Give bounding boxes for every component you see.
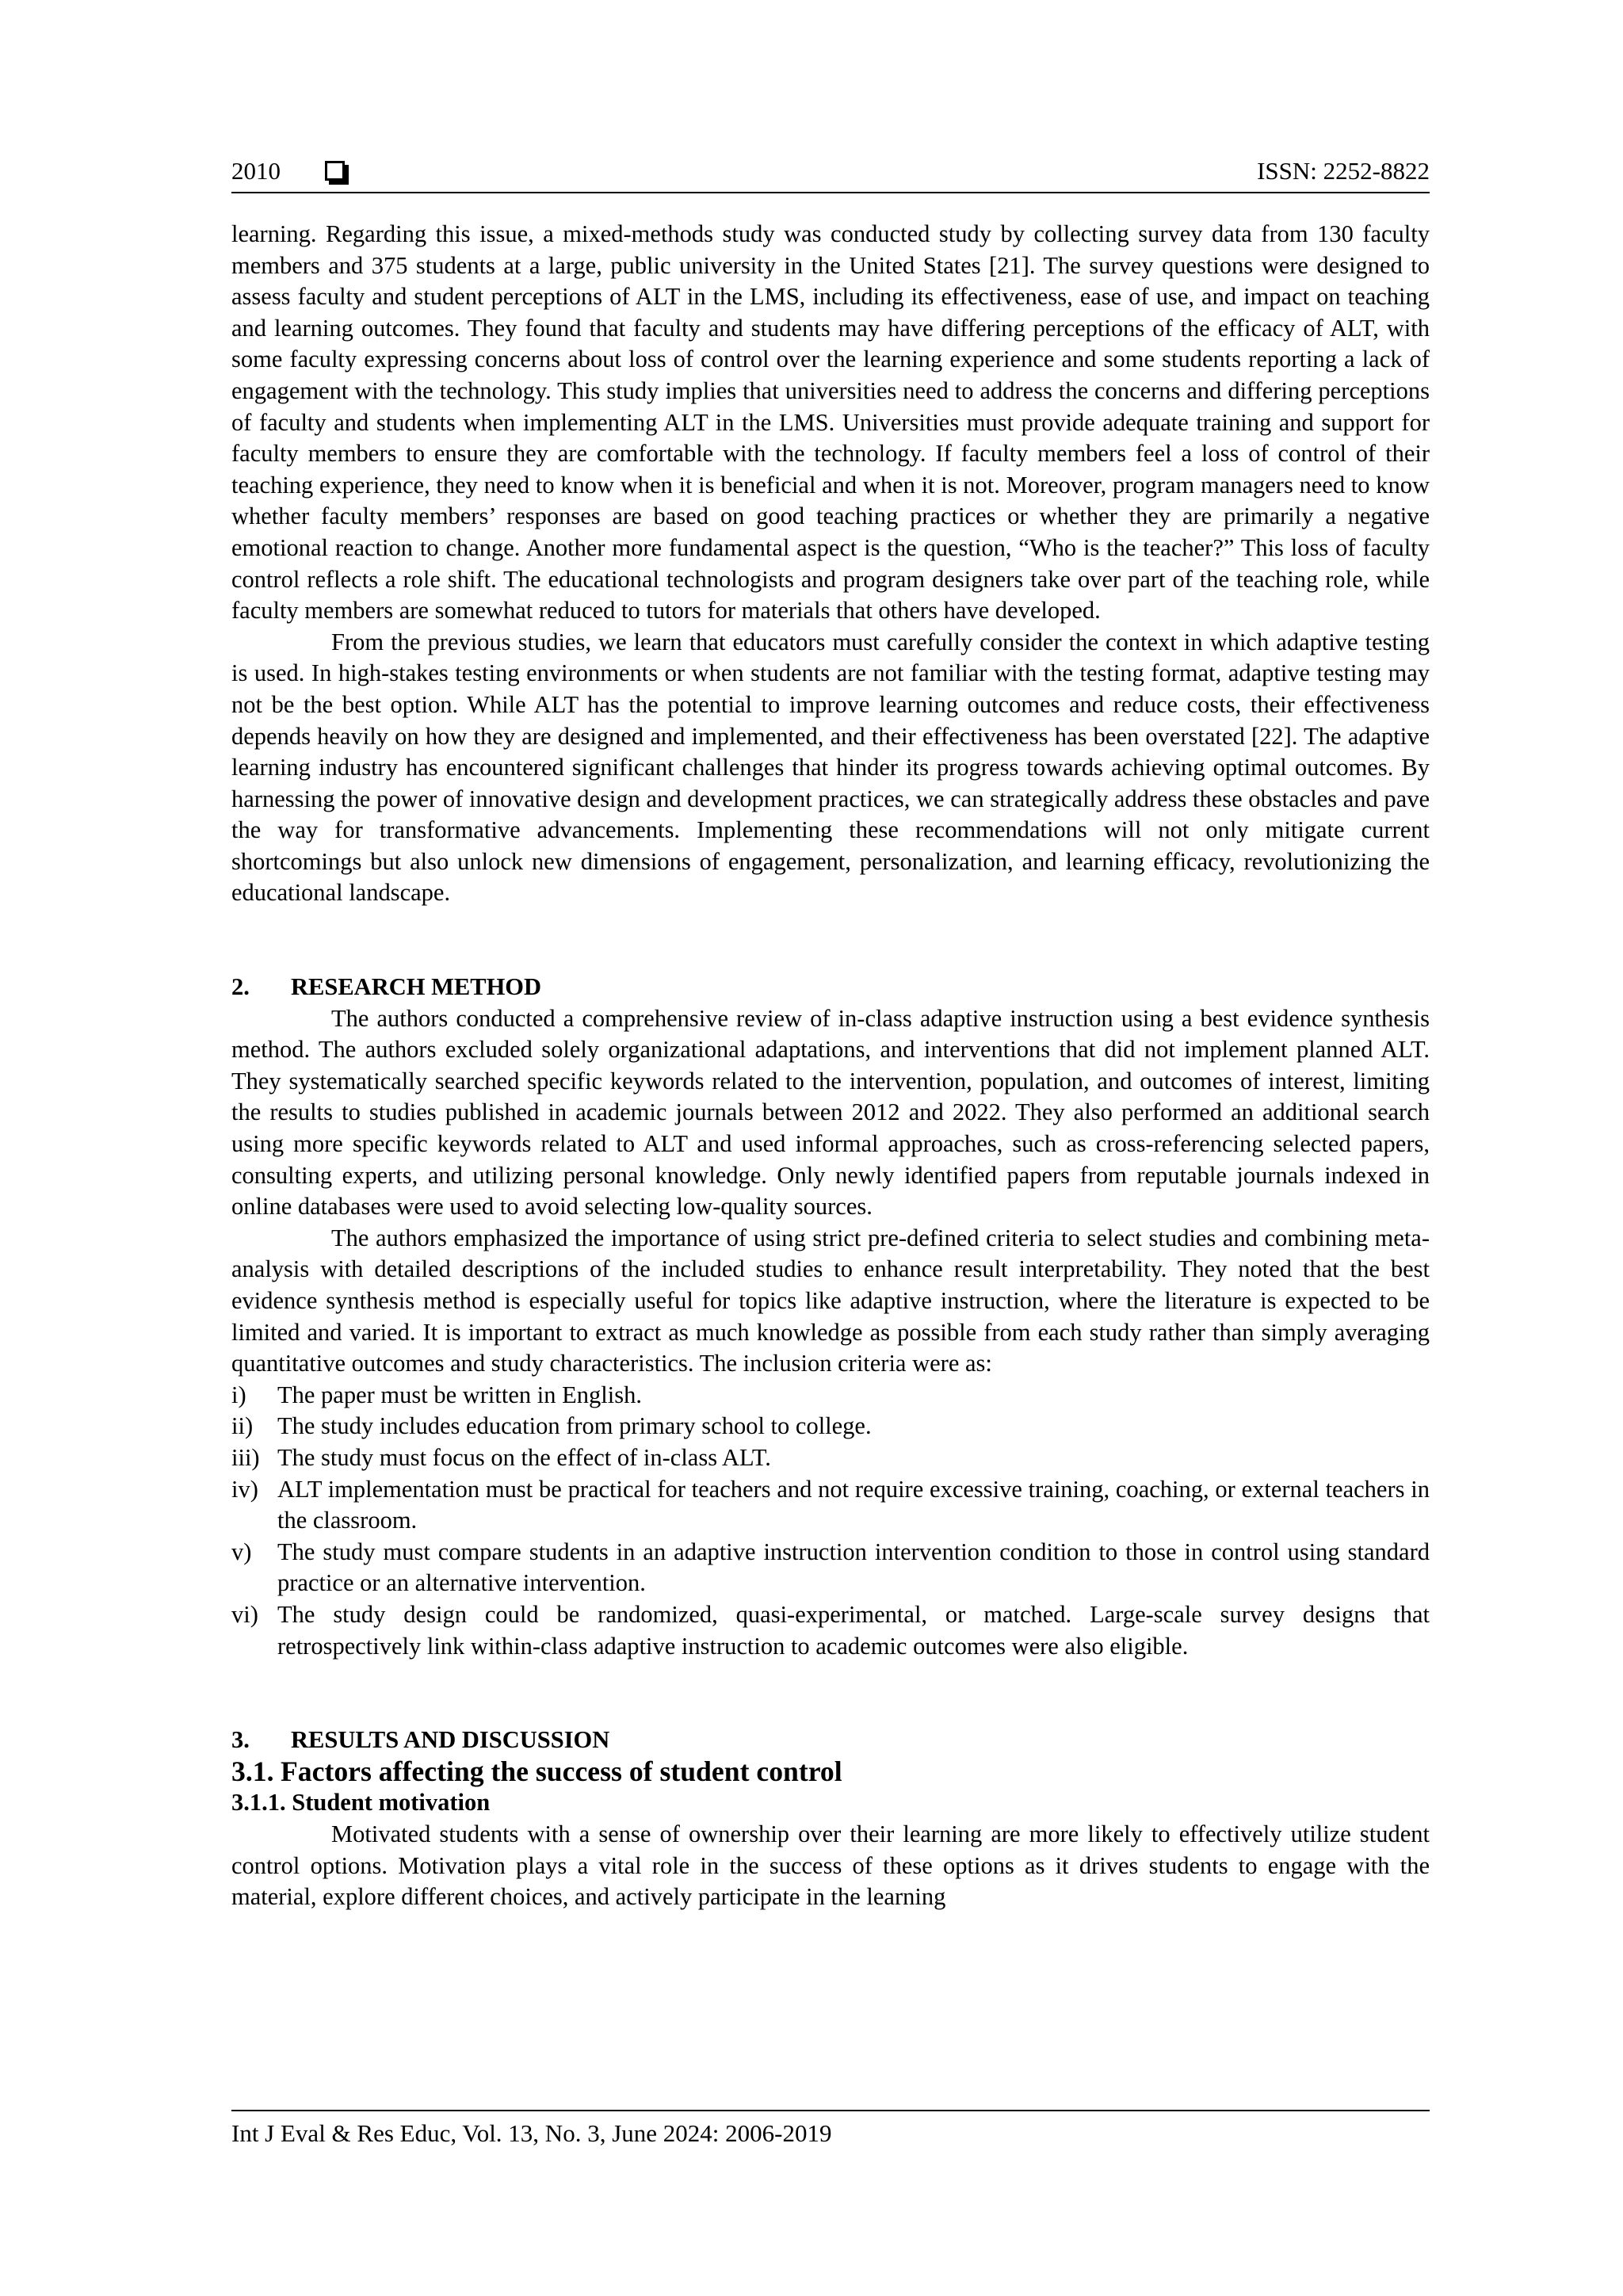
subsection-heading: [231, 1756, 1430, 1788]
body-text: [231, 219, 1430, 1913]
inclusion-criteria-list: [231, 1380, 1430, 1662]
list-marker: iv): [231, 1475, 258, 1503]
journal-citation: Int J Eval & Res Educ, Vol. 13, No. 3, June 2024: 2006-2019: [231, 2119, 832, 2147]
list-marker: ii): [231, 1412, 254, 1440]
issn: ISSN: 2252-8822: [1257, 157, 1430, 185]
intro-paragraph: From the previous studies, we learn that educators must carefully consider the context in which adaptive testing is used. In high-stakes testing environments or when students are not familiar with the testing format, adaptive testing may not be the best option. While ALT has the potential to improve learning outcomes and reduce costs, their effectiveness depends heavily on how they are designed and implemented, and their effectiveness has been overstated [22]. The adaptive learning industry has encountered significant challenges that hinder its progress towards achieving optimal outcomes. By harnessing the power of innovative design and development practices, we can strategically address these obstacles and pave the way for transformative advancements. Implementing these recommendations will not only mitigate current shortcomings but also unlock new dimensions of engagement, personalization, and learning efficacy, revolutionizing the educational landscape.: [231, 628, 1430, 907]
list-item: [231, 1442, 1430, 1474]
page: [231, 0, 1430, 2296]
list-item-text: The study includes education from primary school to college.: [277, 1412, 872, 1440]
section-heading: [231, 1725, 1430, 1756]
intro-paragraph: learning. Regarding this issue, a mixed-methods study was conducted study by collecting survey data from 130 faculty members and 375 students at a large, public university in the United States [21]. The survey questions were designed to assess faculty and student perceptions of ALT in the LMS, including its effectiveness, ease of use, and impact on teaching and learning outcomes. They found that faculty and students may have differing perceptions of the efficacy of ALT, with some faculty expressing concerns about loss of control over the learning experience and some students reporting a lack of engagement with the technology. This study implies that universities need to address the concerns and differing perceptions of faculty and students when implementing ALT in the LMS. Universities must provide adequate training and support for faculty members to ensure they are comfortable with the technology. If faculty members feel a loss of control of their teaching experience, they need to know when it is beneficial and when it is not. Moreover, program managers need to know whether faculty members’ responses are based on good teaching practices or whether they are primarily a negative emotional reaction to change. Another more fundamental aspect is the question, “Who is the teacher?” This loss of faculty control reflects a role shift. The educational technologists and program designers take over part of the teaching role, while faculty members are somewhat reduced to tutors for materials that others have developed.: [231, 220, 1430, 625]
list-item-text: The study must focus on the effect of in-class ALT.: [277, 1443, 771, 1471]
list-item-text: The study design could be randomized, quasi-experimental, or matched. Large-scale survey designs that retrospectively link within-class adaptive instruction to academic outcomes were also eligible.: [277, 1600, 1430, 1660]
results-paragraph: Motivated students with a sense of ownership over their learning are more likely to effectively utilize student control options. Motivation plays a vital role in the success of these options as it drives students to engage with the material, explore different choices, and actively participate in the learning: [231, 1820, 1430, 1911]
method-paragraph: The authors emphasized the importance of using strict pre-defined criteria to select studies and combining meta-analysis with detailed descriptions of the included studies to enhance result interpretability. They noted that the best evidence synthesis method is especially useful for topics like adaptive instruction, where the literature is expected to be limited and varied. It is important to extract as much knowledge as possible from each study rather than simply averaging quantitative outcomes and study characteristics. The inclusion criteria were as:: [231, 1224, 1430, 1377]
list-item: [231, 1411, 1430, 1442]
list-marker: iii): [231, 1443, 260, 1471]
list-item-text: ALT implementation must be practical for teachers and not require excessive training, coaching, or external teachers in the classroom.: [277, 1475, 1430, 1534]
method-paragraph: The authors conducted a comprehensive review of in-class adaptive instruction using a best evidence synthesis method. The authors excluded solely organizational adaptations, and interventions that did not implement planned ALT. They systematically searched specific keywords related to the intervention, population, and outcomes of interest, limiting the results to studies published in academic journals between 2012 and 2022. They also performed an additional search using more specific keywords related to ALT and used informal approaches, such as cross-referencing selected papers, consulting experts, and utilizing personal knowledge. Only newly identified papers from reputable journals indexed in online databases were used to avoid selecting low-quality sources.: [231, 1004, 1430, 1221]
section-title: RESULTS AND DISCUSSION: [291, 1726, 610, 1754]
section-title: RESEARCH METHOD: [291, 973, 542, 1001]
section-gap: [231, 909, 1430, 972]
list-item: [231, 1599, 1430, 1662]
page-header: [231, 155, 1430, 193]
list-marker: v): [231, 1538, 252, 1565]
section-number: 3.: [231, 1726, 250, 1754]
box-icon: [325, 161, 345, 181]
section-gap: [231, 1662, 1430, 1725]
list-marker: i): [231, 1381, 246, 1408]
list-item: [231, 1380, 1430, 1412]
list-item: [231, 1474, 1430, 1537]
subsubsection-heading: 3.1.1. Student motivation: [231, 1789, 491, 1817]
subsection-title: Factors affecting the success of student control: [281, 1755, 842, 1787]
list-marker: vi): [231, 1600, 258, 1628]
list-item-text: The study must compare students in an adaptive instruction intervention condition to those in control using standard practice or an alternative intervention.: [277, 1538, 1430, 1597]
subsection-number: 3.1.: [231, 1755, 274, 1787]
list-item: [231, 1537, 1430, 1599]
section-number: 2.: [231, 973, 250, 1001]
page-footer: [231, 2110, 1430, 2149]
page-number: 2010: [231, 157, 281, 185]
section-heading: [231, 972, 1430, 1003]
list-item-text: The paper must be written in English.: [277, 1381, 642, 1408]
